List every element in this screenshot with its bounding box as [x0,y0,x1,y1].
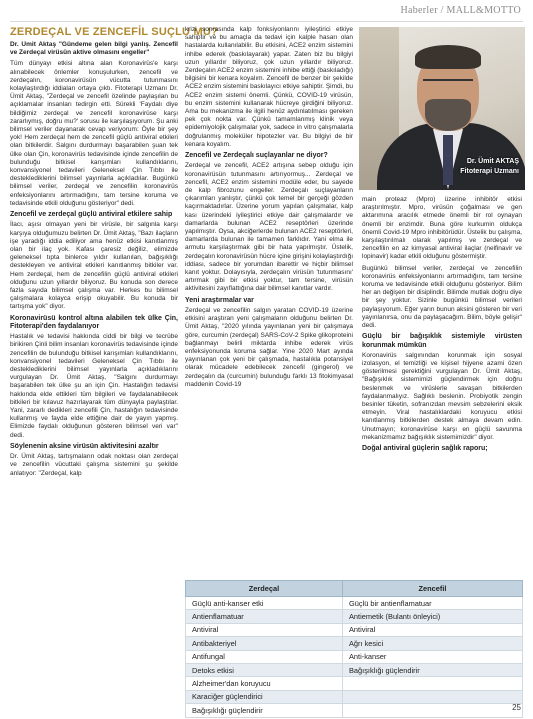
table-cell: Ağrı kesici [343,637,523,650]
text-column-1 [10,41,178,706]
table-row [186,597,523,610]
table-cell: Bağışıklığı güçlendirir [186,704,343,717]
table-cell: Güçlü bir antienflamatuar [343,597,523,610]
subheading: Koronavirüsü kontrol altına alabilen tek ülke Çin, Fitoterapi'den faydalanıyor [10,314,178,330]
table-cell: Antifungal [186,650,343,663]
table-cell: Antiviral [343,623,523,636]
table-header-row [186,581,523,597]
table-cell: Karaciğer güçlendirici [186,690,343,703]
text-column-2 [185,26,353,676]
header-divider [10,21,523,22]
subheading: Zencefil ve Zerdeçalı suçlayanlar ne diyor? [185,152,328,160]
table-cell: Anti-kanser [343,650,523,663]
table-row [186,704,523,717]
paragraph: Tüm dünyayı etkisi altına alan Koronavirüs'e karşı alınabilecek önlemler konuşulurken, zencefil ve zerdeçalın, koronavirüsün vücutta tutunmasını kolaylaştırdığı iddiaları ortaya çıktı. Fitoterapi Uzmanı Dr. Ümit Aktaş, "Zerdeçal ve zencefil özelinde paylaşılan bu açıklamalar insanları tedirgin etti. Sürekli 'Faydalı diye bildiğimiz zerdeçal ve zencefil koronavirüse karşı zararlıymış, doğru mu?' sorusu ile karşılaşıyorum. Şu anki bilimsel veriler dayanarak cevap veriyorum: Öyle bir şey yok! Hem zerdeçal hem de zencefil güçlü antiviral etkileri olan bitkilerdir. Salgını durdurmayı başarabilen şuan tek ülke olan Çin, koronavirüs tedavisinde içinde zencefilin de bulunduğu bitkisel karışımları kullandıklarını, konvansiyonel tedavileri Geleneksel Çin Tıbbı ile desteklediklerini bilimsel yayınlarla açıkladılar. Bugünkü bilimsel veriler, zerdeçal ve zencefilin koronavirüs enfeksiyonlarını artırmadığını, tam tersine koruma ve tedavisinde etkili olduğunu gösteriyor" dedi. [10,60,178,207]
table-row [186,677,523,690]
paragraph: Hastalık ve tedavisi hakkında ciddi bir bilgi ve tecrübe birikiren Çinli bilim insanları koronavirüs tedavisinde içinde zencefilin de bulunduğu bitkisel karışımları kullandıklarını, konvansiyonel tedavileri Geleneksel Çin Tıbbı ile desteklediklerini bilimsel yayınlarla açıkladıklarını vurgulayan Dr. Ümit Aktaş, "Salgını durdurmayı başarabilen tek ülke şu an için Çin. Hastalığın tedavisi hakkında elde ettikleri tüm bilgileri ve faydalanabilecek bitkileri bir kılavuz hazırlayarak tüm dünyayla paylaştılar. Yani, zararlı dedikleri zencefili Çin, hastalığın tedavisinde kullanmış ve fayda elde ettiğine dair de yayın yapmış. Elimizde faydalı olduğunun gösteren bilimsel veri var" dedi. [10,333,178,439]
article-lead: Dr. Ümit Aktaş "Gündeme gelen bilgi yanlış. Zencefil ve Zerdeçal virüsün aktive olmasını engeller" [10,41,178,57]
photo-glasses [423,79,473,91]
table-cell: Antibakteriyel [186,637,343,650]
page-number: 25 [512,703,521,712]
table-cell: Alzheimer'dan koruyucu [186,677,343,690]
paragraph: Zerdeçal ve zencefil, ACE2 artışına sebep olduğu için koronavirüsün tutunmasını artırıyormuş... Zerdeçal ve zencefil, ACE2 enzim sistemini modüle eder, bu sayede de kalp fibrozunu engeller. Zerdeçalı suçlayanların çıkarımları yanlıştır, çünkü çok temel bir gerçeği gözden kaçırmaktadırlar. Üzerine yorum yapılan çalışmalar, kalp kası üzerindeki iyileştirici etkiye dair çalışmalardır ve damarlarda bulunan ACE2 reseptörleri üzerinde yapılmıştır. Oysa, akciğerlerde bulunan ACE2 reseptörleri, damarlarda bulunan ile tamamen farklıdır. Yani elma ile armutu karşılaştırmak gibi bir hata yapılmıştır. Üstelik, zerdeçalın koronavirüsün hücre içine girişini kolaylaştırdığı iddiası, sadece bir yorumdan ibarettir ve hiçbir bilimsel kanıt yoktur. Dolayısıyla, zerdeçalın virüsün 'tutunmasını' artırmak gibi bir etkisi yoktur, tam tersine, virüsün aktivitesini zayıflattığına dair bilimsel kanıtlar vardır. [185,162,353,293]
table-row [186,690,523,703]
table-row [186,663,523,676]
paragraph: Bugünkü bilimsel veriler, zerdeçal ve zencefilin koronavirüs enfeksiyonlarını artırmadığını, tam tersine koruma ve tedavisinde etkili olduğunu gösteriyor. Bilim her an değişen bir disiplindir. Bilimde mutlak doğru diye bir şey yoktur. Sizinle bugünkü bilimsel verileri paylaşıyorum. Eğer yarın bunun aksini gösteren bir veri yayınlanırsa, onu da paylaşacağım. Bilim, böyle gelişir" dedi. [362,264,522,330]
paragraph: krizi sonrasında kalp fonksiyonlarını iyileştirici etkiye sahiptir ve bu amaçla da tedavi için kalple hasarı olan hastalarda kullanılabilir. Bu etkisini, ACE2 enzim sistemini inhibe ederek (baskılayarak) yapar. Zaten biz bu bilgiyi uzun yıllardır biliyoruz, çok uzun yıllardır biliyoruz. Zerdeçalın ACE2 enzim sistemini inhibe ettiği (baskıladığı) bilgisini bir kenara koyalım. Zencefil de benzer bir şekilde ACE2 enzim sistemini baskılayıcı etkiye sahiptir. Şimdi, bu ACE2 enzim sistemi önemli. Çünkü, COVID-19 virüsün, bu enzim sistemini kullanarak hücreye girdiğini biliyoruz. Ama bu mekanizma ile ilgili henüz aydınlatılması gereken pek çok nokta var. Çünkü tamamlanmış klinik veya epidemiyolojik çalışmalar yok, sadece in vitro çalışmalarla doğrulanmış moleküler hipotezler var. Bu bilgiyi de bir kenara koyalım. [185,26,353,148]
photo-tie [443,135,453,185]
table-cell: Antiviral [186,623,343,636]
article-title: ZERDEÇAL VE ZENCEFİL SUÇLU MU? [10,26,218,38]
subheading: Yeni araştırmalar var [185,296,254,304]
table-header-zerdecal: Zerdeçal [186,581,343,597]
paragraph: Koronavirüs salgınından korunmak için sosyal izolasyon, el temizliği ve kişisel hijyene azami özen gösterilmesi gerektiğini vurgulayan Dr. Ümit Aktaş, "Bağışıklık sistemimizi güçlendirmek için doğru beslenmek ve virüslerle savaşan bitkilerden faydalanmalıyız. Sağlıklı beslenin. Probiyotik zengin besinler tüketin, sofranızdan mevsim sebzelerini eksik etmeyin. Viral hastalıklardaki koruyucu etkisi kanıtlanmış bitkilerden destek almaya devam edin. Unutmayın; koronavirüse karşı en güçlü savunma mekanizmamız bağışıklık sistemimizdir" diyor. [362,351,522,441]
table-cell: Güçlü anti-kanser etki [186,597,343,610]
table-header-zencefil: Zencefil [343,581,523,597]
photo-hair [415,45,481,69]
photo-caption-name: Dr. Ümit AKTAŞ [466,158,519,165]
subheading: Söylenenin aksine virüsün aktivitesini azaltır [10,442,159,450]
subheading: Doğal antiviral güçlerin sağlık raporu; [362,445,488,453]
paragraph: main proteaz (Mpro) üzerine inhibitör etkisi araştırılmıştır. Mpro, virüsün çoğalması ve gen aktarımına aracılık etmede önemli bir rol oynayan önemli bir enzimdir. Buna göre kurkumin oldukça önemli Covid-19 Mpro inhibitörüdür. Üstelik bu çalışma, karşılaştırılmalı olarak yapılmış ve zerdeçal ve zencefilin en az kimyasal antiviral ilaçlar (nelfinavir ve lopinavir) kadar etkili olduğunu göstermiştir. [362,196,522,261]
author-photo [359,27,525,190]
paragraph: Zerdeçal ve zencefilin salgın yaratan COVID-19 üzerine etkisini araştıran yeni çalışmaların olduğunu belirten Dr. Ümit Aktaş, "2020 yılında yayınlanan yeni bir çalışmaya göre, curcumin (zerdeçal) SARS-CoV-2 Spike glikoproteini bağlanmayı belirli miktarda inhibe ederek virüs enfeksiyonunda koruma sağlar. Yine 2020 Mart ayında yayınlanan çok yeni bir çalışmada, hastalıkla potansiyel olarak mücadele edebilecek zencefil (gingerol) ve zerdeçalın da (curcumin) bulunduğu farklı 13 fitokimyasal maddenin Covid-19 [185,306,353,388]
table-cell: Antiemetik (Bulantı önleyici) [343,610,523,623]
table-cell: Antienflamatuar [186,610,343,623]
table-cell [343,677,523,690]
photo-beard [425,99,471,131]
table-row [186,637,523,650]
magazine-brand: Haberler / MALL&MOTTO [400,5,521,16]
table-cell [343,704,523,717]
paragraph: İlacı, aşısı olmayan yeni bir virüsle, bir salgınla karşı karşıya olduğumuzu belirten Dr. Ümit Aktaş, "Bazı ilaçların işe yaradığı iddia ediliyor ama henüz etkisi kanıtlanmış olan bir ilaç yok. Kafası çaresiz değiliz, elimizde geleneksel tıpta binlerce yıldır kullanılan, bağışıklığı destekleyen ve antiviral etkileri kanıtlanmış bitkiler var. Hem zerdeçal, hem de zencefilin güçlü antiviral etkileri olduğunu uzun yıllardır biliyoruz. Bu konuda son derece fazla sayıda bilimsel çalışma var. Herkes bu bilimsel çalışmalara kolayca erişip okuyabilir. Bu konuda bir tartışma yok" diyor. [10,221,178,311]
comparison-table [185,580,523,718]
page-header [0,0,533,22]
photo-caption-title: Fitoterapi Uzmanı [460,168,519,175]
subheading: Güçlü bir bağışıklık sistemiyle virüsten korunmak mümkün [362,333,522,349]
table-row [186,623,523,636]
table-row [186,650,523,663]
paragraph: Dr. Ümit Aktaş, tartışmaların odak noktası olan zerdeçal ve zencefilin vücuttaki çalışma sistemini şu şekilde anlatıyor: "Zerdeçal, kalp [10,453,178,477]
subheading: Zencefil ve zerdeçal güçlü antiviral etkilere sahip [10,211,173,219]
table-cell [343,690,523,703]
table-row [186,610,523,623]
table-cell: Bağışıklığı güçlendirir [343,663,523,676]
table-cell: Detoks etkisi [186,663,343,676]
